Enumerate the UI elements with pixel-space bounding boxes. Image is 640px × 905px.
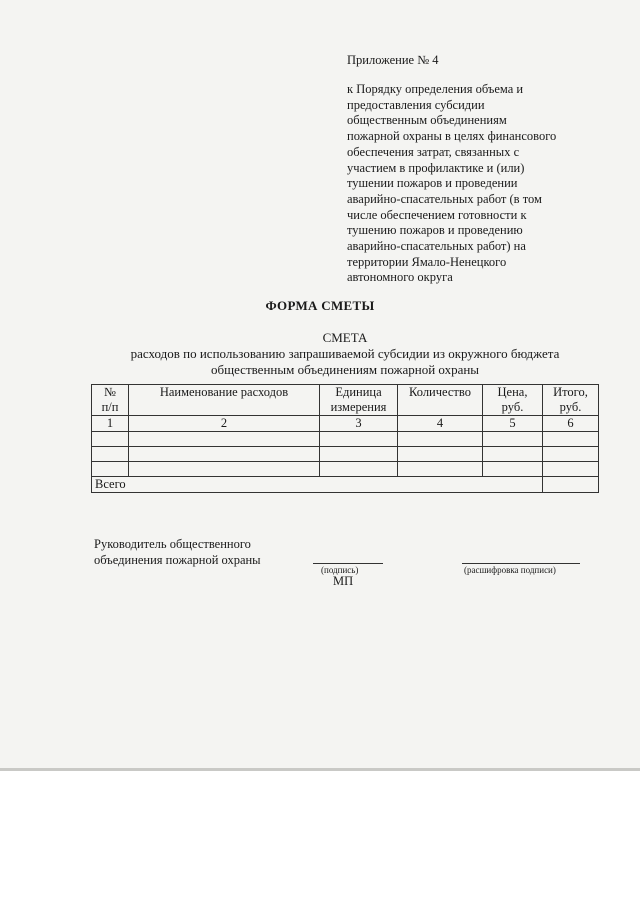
column-header-price: Цена, руб. bbox=[483, 385, 543, 416]
column-header-expense-name: Наименование расходов bbox=[129, 385, 320, 416]
appendix-line: аварийно-спасательных работ) на bbox=[347, 239, 526, 254]
table-total-row bbox=[92, 477, 599, 493]
appendix-line: пожарной охраны в целях финансового bbox=[347, 129, 557, 144]
appendix-line: обеспечения затрат, связанных с bbox=[347, 144, 520, 159]
appendix-line: аварийно-спасательных работ (в том bbox=[347, 191, 542, 206]
total-value-cell bbox=[543, 477, 599, 493]
appendix-line: общественным объединениям bbox=[347, 113, 507, 128]
signatory-position bbox=[94, 536, 261, 568]
column-number: 6 bbox=[543, 416, 599, 432]
appendix-line: тушении пожаров и проведении bbox=[347, 176, 518, 191]
appendix-line: к Порядку определения объема и bbox=[347, 82, 524, 96]
column-number: 2 bbox=[129, 416, 320, 432]
signature-decoding-caption: (расшифровка подписи) bbox=[464, 565, 556, 575]
appendix-line: участием в профилактике и (или) bbox=[347, 160, 525, 175]
column-header-quantity: Количество bbox=[398, 385, 483, 416]
appendix-line: предоставления субсидии bbox=[347, 97, 485, 112]
column-header-total: Итого, руб. bbox=[543, 385, 599, 416]
signature-caption: (подпись) bbox=[321, 565, 359, 575]
signatory-position-line2: объединения пожарной охраны bbox=[94, 553, 261, 567]
column-number: 5 bbox=[483, 416, 543, 432]
appendix-line: числе обеспечением готовности к bbox=[347, 207, 527, 222]
signatory-position-line1: Руководитель общественного bbox=[94, 537, 251, 551]
table-row bbox=[92, 447, 599, 462]
column-number: 3 bbox=[320, 416, 398, 432]
total-label: Всего bbox=[92, 477, 543, 493]
table-header-row bbox=[92, 385, 599, 416]
appendix-line: тушению пожаров и проведению bbox=[347, 223, 523, 238]
scan-edge bbox=[0, 768, 640, 771]
signature-line bbox=[313, 563, 383, 564]
appendix-line: автономного округа bbox=[347, 270, 453, 285]
signature-decoding-line bbox=[462, 563, 580, 564]
appendix-title: Приложение № 4 bbox=[347, 53, 439, 67]
column-number: 1 bbox=[92, 416, 129, 432]
estimate-title: СМЕТА bbox=[322, 330, 368, 345]
column-header-number: № п/п bbox=[92, 385, 129, 416]
estimate-subtitle-line1: расходов по использованию запрашиваемой субсидии из окружного бюджета bbox=[130, 346, 560, 361]
table-row bbox=[92, 462, 599, 477]
column-number-row bbox=[92, 416, 599, 432]
column-number: 4 bbox=[398, 416, 483, 432]
stamp-place-label: МП bbox=[333, 574, 354, 588]
estimate-table bbox=[91, 384, 599, 493]
estimate-subtitle-line2: общественным объединениям пожарной охраны bbox=[210, 362, 480, 377]
appendix-reference bbox=[347, 82, 617, 286]
column-header-unit: Единица измерения bbox=[320, 385, 398, 416]
appendix-line: территории Ямало-Ненецкого bbox=[347, 254, 507, 269]
form-heading: ФОРМА СМЕТЫ bbox=[265, 298, 375, 313]
table-row bbox=[92, 432, 599, 447]
